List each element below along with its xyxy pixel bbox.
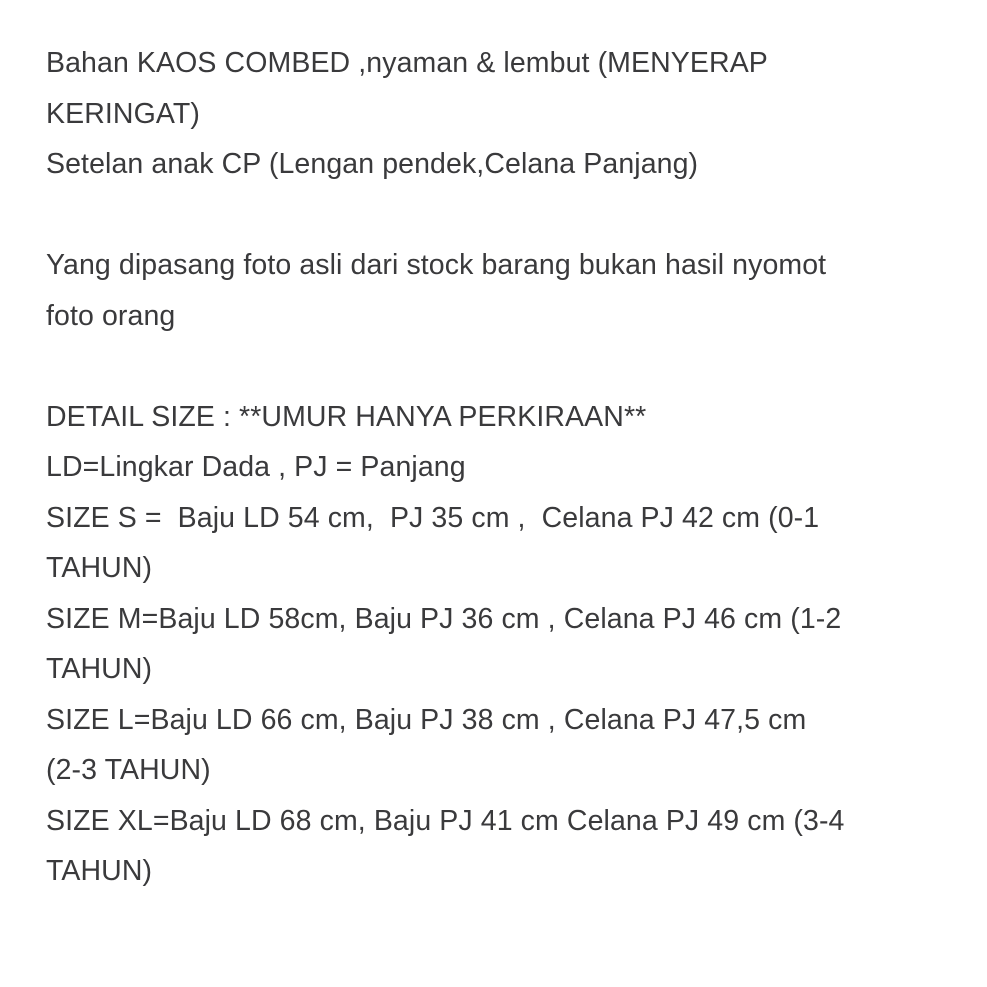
set-type-line: Setelan anak CP (Lengan pendek,Celana Panjang): [46, 148, 699, 180]
size-m-line-continued: TAHUN): [46, 653, 153, 685]
product-description-text: [46, 38, 966, 897]
paragraph-spacer: [46, 341, 966, 392]
size-s-line-continued: TAHUN): [46, 552, 153, 584]
size-s-line: SIZE S = Baju LD 54 cm, PJ 35 cm , Celana PJ 42 cm (0-1: [46, 501, 820, 534]
size-l-line-continued: (2-3 TAHUN): [46, 754, 211, 786]
size-heading: DETAIL SIZE : **UMUR HANYA PERKIRAAN**: [46, 400, 647, 433]
size-legend: LD=Lingkar Dada , PJ = Panjang: [46, 451, 466, 483]
paragraph-spacer: [46, 190, 966, 241]
size-m-line: SIZE M=Baju LD 58cm, Baju PJ 36 cm , Celana PJ 46 cm (1-2: [46, 602, 842, 635]
size-xl-line: SIZE XL=Baju LD 68 cm, Baju PJ 41 cm Celana PJ 49 cm (3-4: [46, 804, 845, 837]
material-line-continued: KERINGAT): [46, 97, 200, 130]
photo-note-line-continued: foto orang: [46, 299, 176, 332]
size-xl-line-continued: TAHUN): [46, 855, 153, 887]
size-l-line: SIZE L=Baju LD 66 cm, Baju PJ 38 cm , Celana PJ 47,5 cm: [46, 703, 807, 736]
photo-note-line: Yang dipasang foto asli dari stock barang bukan hasil nyomot: [46, 249, 827, 281]
material-line: Bahan KAOS COMBED ,nyaman & lembut (MENYERAP: [46, 47, 768, 79]
